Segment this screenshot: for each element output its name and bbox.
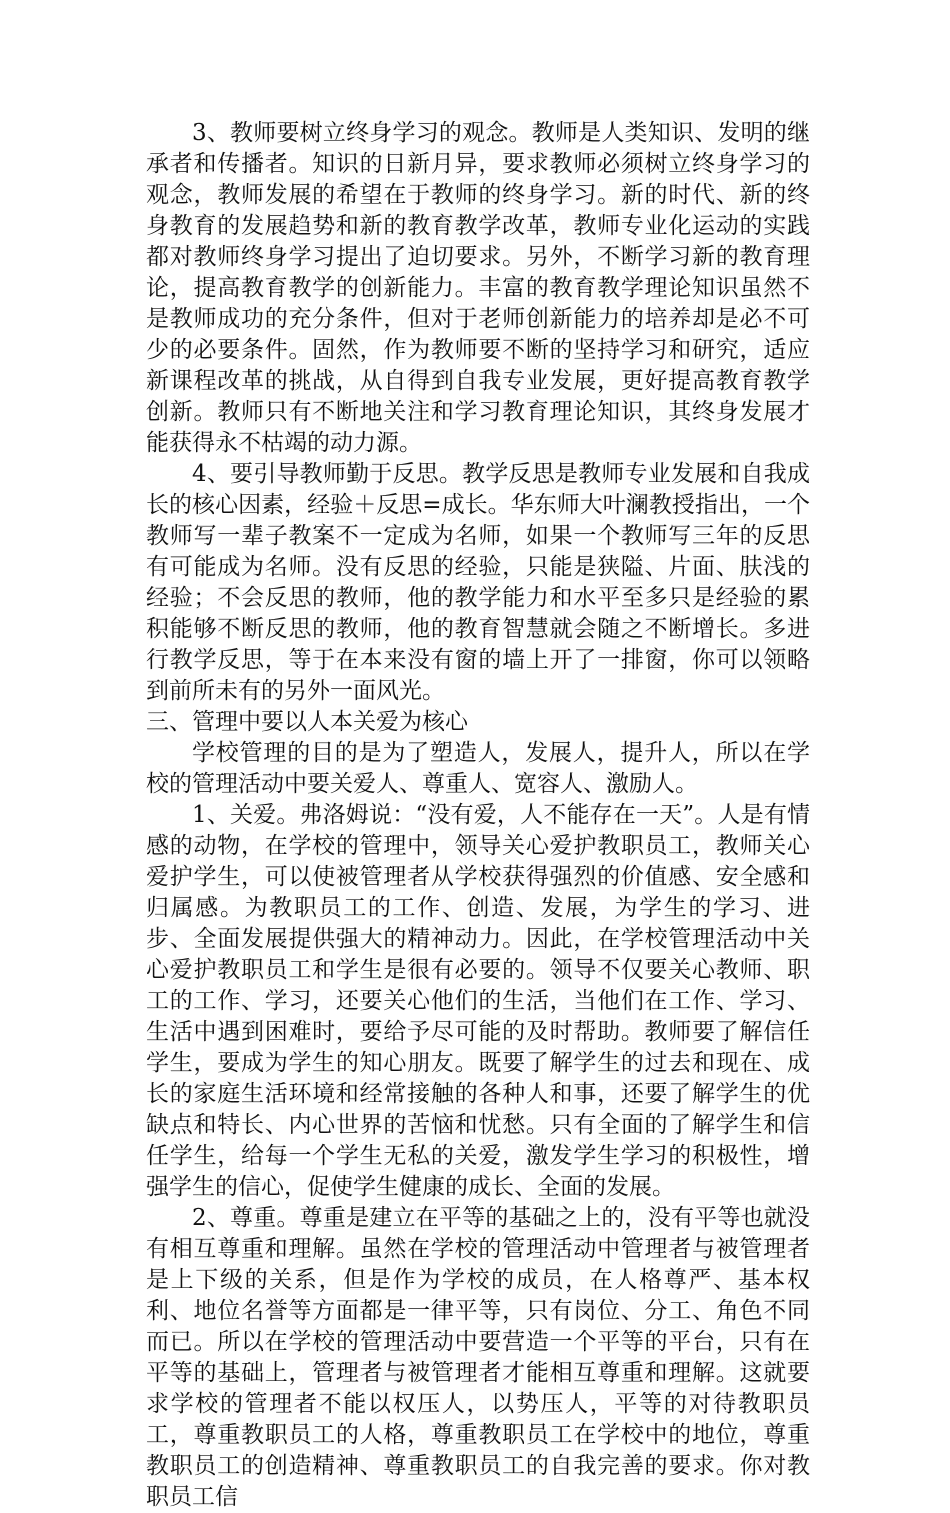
paragraph-management-goal: 学校管理的目的是为了塑造人，发展人，提升人，所以在学校的管理活动中要关爱人、尊重人、宽容人、激励人。: [146, 740, 810, 797]
section-heading: 三、管理中要以人本关爱为核心: [146, 709, 468, 735]
paragraph-lifelong-learning: 3、教师要树立终身学习的观念。教师是人类知识、发明的继承者和传播者。知识的日新月异，要求教师必须树立终身学习的观念，教师发展的希望在于教师的终身学习。新的时代、新的终身教育的发展趋势和新的教育教学改革，教师专业化运动的实践都对教师终身学习提出了迫切要求。另外，不断学习新的教育理论，提高教育教学的创新能力。丰富的教育教学理论知识虽然不是教师成功的充分条件，但对于老师创新能力的培养却是必不可少的必要条件。固然，作为教师要不断的坚持学习和研究，适应新课程改革的挑战，从自得到自我专业发展，更好提高教育教学创新。教师只有不断地关注和学习教育理论知识，其终身发展才能获得永不枯竭的动力源。: [146, 120, 810, 456]
paragraph-respect: 2、尊重。尊重是建立在平等的基础之上的，没有平等也就没有相互尊重和理解。虽然在学校的管理活动中管理者与被管理者是上下级的关系，但是作为学校的成员，在人格尊严、基本权利、地位名誉等方面都是一律平等，只有岗位、分工、角色不同而已。所以在学校的管理活动中要营造一个平等的平台，只有在平等的基础上，管理者与被管理者才能相互尊重和理解。这就要求学校的管理者不能以权压人，以势压人，平等的对待教职员工，尊重教职员工的人格，尊重教职员工在学校中的地位，尊重教职员工的创造精神、尊重教职员工的自我完善的要求。你对教职员工信: [146, 1205, 810, 1510]
paragraph-reflection: 4、要引导教师勤于反思。教学反思是教师专业发展和自我成长的核心因素，经验＋反思=成长。华东师大叶澜教授指出，一个教师写一辈子教案不一定成为名师，如果一个教师写三年的反思有可能成为名师。没有反思的经验，只能是狭隘、片面、肤浅的经验；不会反思的教师，他的教学能力和水平至多只是经验的累积能够不断反思的教师，他的教育智慧就会随之不断增长。多进行教学反思，等于在本来没有窗的墙上开了一排窗，你可以领略到前所未有的另外一面风光。: [146, 461, 810, 704]
document-page: [146, 118, 810, 1513]
paragraph-care: 1、关爱。弗洛姆说：“没有爱，人不能存在一天”。人是有情感的动物，在学校的管理中，领导关心爱护教职员工，教师关心爱护学生，可以使被管理者从学校获得强烈的价值感、安全感和归属感。为教职员工的工作、创造、发展，为学生的学习、进步、全面发展提供强大的精神动力。因此，在学校管理活动中关心爱护教职员工和学生是很有必要的。领导不仅要关心教师、职工的工作、学习，还要关心他们的生活，当他们在工作、学习、生活中遇到困难时，要给予尽可能的及时帮助。教师要了解信任学生，要成为学生的知心朋友。既要了解学生的过去和现在、成长的家庭生活环境和经常接触的各种人和事，还要了解学生的优缺点和特长、内心世界的苦恼和忧愁。只有全面的了解学生和信任学生，给每一个学生无私的关爱，激发学生学习的积极性，增强学生的信心，促使学生健康的成长、全面的发展。: [146, 802, 810, 1200]
